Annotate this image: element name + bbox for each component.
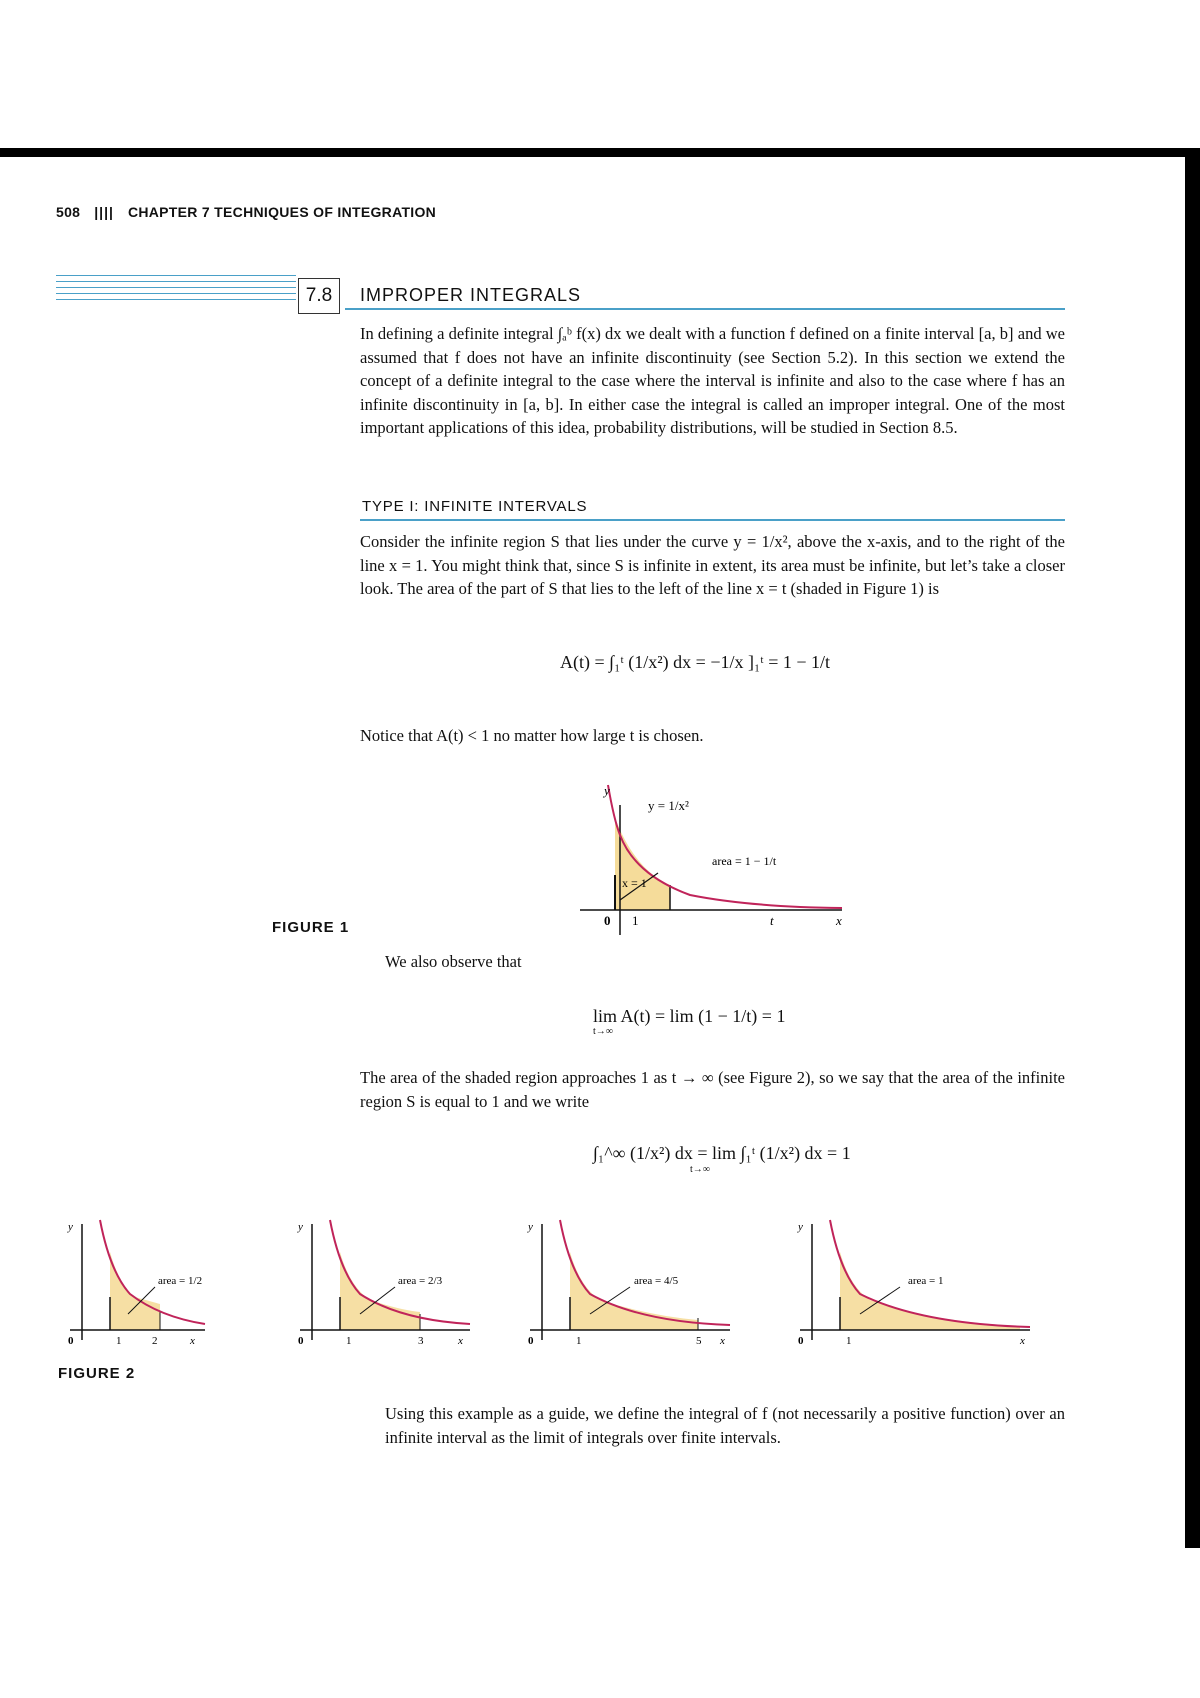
section-rule xyxy=(345,308,1065,310)
fig1-origin: 0 xyxy=(604,913,611,928)
fig1-tick-t: t xyxy=(770,913,774,928)
fig2-p1-tick-1: 1 xyxy=(116,1335,122,1347)
paragraph-region-s: Consider the infinite region S that lies under the curve y = 1/x², above the x-axis, and to the right of the line x = 1. You might think that, since S is infinite in extent, its area must be infinite, but let’s take a closer look. The area of the part of S that lies to the left of the line x = t (shaded in Figure 1) is xyxy=(360,532,1065,598)
chapter-title: CHAPTER 7 TECHNIQUES OF INTEGRATION xyxy=(127,204,437,220)
equation-improper-integral: ∫₁^∞ (1/x²) dx = lim ∫₁ᵗ (1/x²) dx = 1 xyxy=(593,1143,851,1163)
figure-1-graph xyxy=(580,775,860,935)
equation-limit-subscript: t→∞ xyxy=(593,1026,613,1037)
section-title: IMPROPER INTEGRALS xyxy=(360,285,582,305)
header-separator: |||| xyxy=(94,204,114,220)
fig2-p4-y-label: y xyxy=(798,1221,803,1233)
fig1-tick-1: 1 xyxy=(632,913,639,928)
paragraph-area-approaches: The area of the shaded region approaches 1 as t → ∞ (see Figure 2), so we say that the area of the infinite region S is equal to 1 and we write xyxy=(360,1068,1065,1111)
fig2-p2-tick-1: 1 xyxy=(346,1335,352,1347)
section-decor-lines xyxy=(56,275,296,313)
fig2-p2-origin: 0 xyxy=(298,1335,304,1347)
fig2-p1-area-label: area = 1/2 xyxy=(158,1275,203,1287)
figure-2-panel-1 xyxy=(67,1220,205,1347)
figure-1-label: FIGURE 1 xyxy=(272,919,350,936)
fig1-curve-label: y = 1/x² xyxy=(648,798,689,813)
right-border xyxy=(1185,148,1200,1548)
fig2-p3-tick-1: 1 xyxy=(576,1335,582,1347)
fig2-p2-area-label: area = 2/3 xyxy=(398,1275,443,1287)
fig1-area-label: area = 1 − 1/t xyxy=(712,854,777,868)
figure-2-panel-4 xyxy=(797,1220,1030,1347)
fig2-p3-y-label: y xyxy=(528,1221,533,1233)
figure-2-label: FIGURE 2 xyxy=(58,1365,136,1382)
paragraph-notice: Notice that A(t) < 1 no matter how large t is chosen. xyxy=(360,726,704,745)
equation-area-function: A(t) = ∫₁ᵗ (1/x²) dx = −1/x ]₁ᵗ = 1 − 1/t xyxy=(560,652,830,672)
shaded-area xyxy=(615,818,670,910)
fig2-p4-area-label: area = 1 xyxy=(908,1275,944,1287)
fig1-line-label: x = 1 xyxy=(622,876,647,890)
fig1-x-label: x xyxy=(836,913,842,928)
fig2-p1-origin: 0 xyxy=(68,1335,74,1347)
fig2-p4-origin: 0 xyxy=(798,1335,804,1347)
fig2-p2-y-label: y xyxy=(298,1221,303,1233)
fig2-p3-tick-t: 5 xyxy=(696,1335,702,1347)
equation-limit: lim A(t) = lim (1 − 1/t) = 1 xyxy=(593,1006,786,1026)
fig2-p4-x-label: x xyxy=(1020,1335,1025,1347)
paragraph-observe: We also observe that xyxy=(385,952,522,971)
fig2-p3-area-label: area = 4/5 xyxy=(634,1275,679,1287)
subsection-rule xyxy=(360,519,1065,521)
paragraph-definition-intro: Using this example as a guide, we define the integral of f (not necessarily a positive function) over an infinite interval as the limit of integrals over finite intervals. xyxy=(385,1404,1065,1447)
fig2-p1-tick-t: 2 xyxy=(152,1335,158,1347)
equation-improper-subscript: t→∞ xyxy=(690,1164,710,1175)
running-header xyxy=(56,204,436,220)
subsection-title: TYPE I: INFINITE INTERVALS xyxy=(362,498,588,515)
fig2-p4-tick-1: 1 xyxy=(846,1335,852,1347)
intro-paragraph: In defining a definite integral ∫ₐᵇ f(x) dx we dealt with a function f defined on a finite interval [a, b] and we assumed that f does not have an infinite discontinuity (see Section 5.2). In this section we extend the concept of a definite integral to the case where the interval is infinite and also to the case where f has an infinite discontinuity in [a, b]. In either case the integral is called an improper integral. One of the most important applications of this idea, probability distributions, will be studied in Section 8.5. xyxy=(360,324,1065,437)
fig1-y-label: y xyxy=(604,783,610,798)
top-border xyxy=(0,148,1200,157)
fig2-p3-x-label: x xyxy=(720,1335,725,1347)
section-number: 7.8 xyxy=(298,278,340,314)
fig2-p1-y-label: y xyxy=(68,1221,73,1233)
fig2-p2-tick-t: 3 xyxy=(418,1335,424,1347)
fig2-p2-x-label: x xyxy=(458,1335,463,1347)
figure-2-panel-3 xyxy=(527,1220,730,1347)
fig2-p1-x-label: x xyxy=(190,1335,195,1347)
figure-2-panel-2 xyxy=(297,1220,470,1347)
page-number: 508 xyxy=(56,204,81,220)
fig2-p3-origin: 0 xyxy=(528,1335,534,1347)
figure-2-graphs xyxy=(60,1212,1060,1347)
